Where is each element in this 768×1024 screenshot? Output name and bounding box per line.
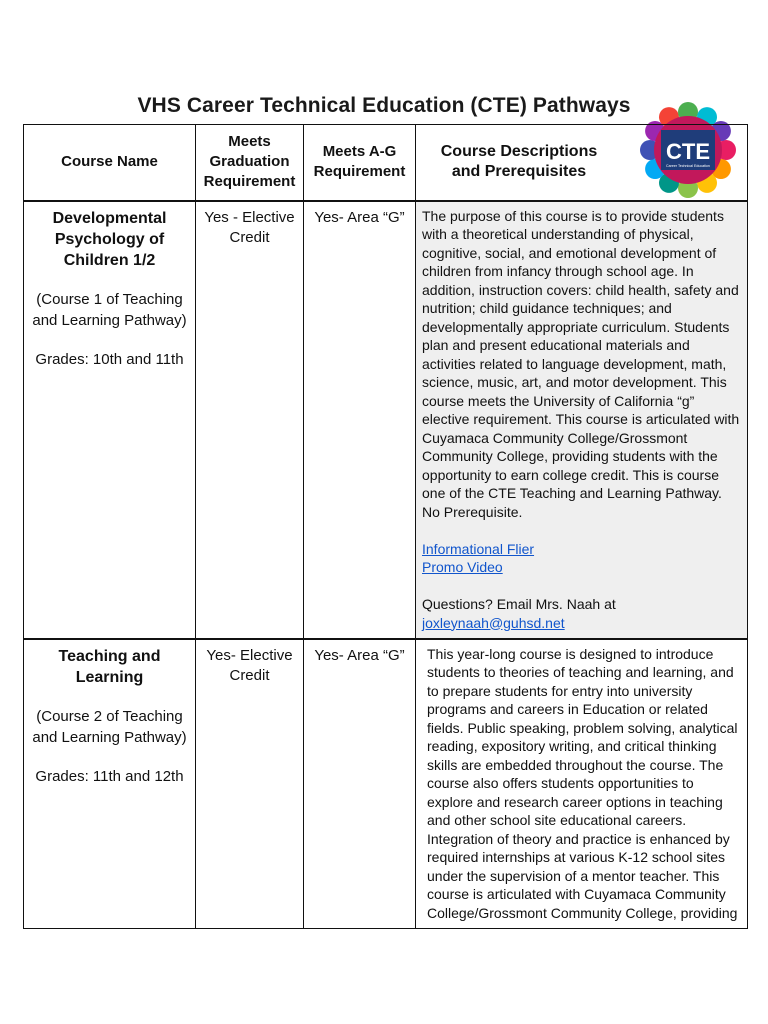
description-cell <box>416 201 748 639</box>
course-name-cell <box>24 201 196 639</box>
description-cell <box>416 639 748 929</box>
pathways-table <box>23 124 748 929</box>
email-link[interactable]: joxleynaah@guhsd.net <box>422 614 565 631</box>
ag-cell: Yes- Area “G” <box>304 639 416 929</box>
course-name: Developmental Psychology of Children 1/2 <box>52 209 167 269</box>
ag-cell: Yes- Area “G” <box>304 201 416 639</box>
graduation-cell: Yes - Elective Credit <box>196 201 304 639</box>
page-title: VHS Career Technical Education (CTE) Pathways <box>137 94 631 117</box>
course-description: The purpose of this course is to provide students with a theoretical understanding of physical, cognitive, social, and emotional development of children from infancy through school age. In addition, instruction covers: child health, safety and nutrition; child guidance techniques; and developmentally appropriate curriculum. Students plan and present educational materials and activities related to language development, math, science, music, art, and motor development. This course meets the University of California “g” elective requirement. This course is articulated with Cuyamaca Community College/Grossmont Community College, providing students with the opportunity to earn college credit. This is course one of the CTE Teaching and Learning Pathway. No Prerequisite. <box>422 207 740 520</box>
course-pathway: (Course 1 of Teaching and Learning Pathway) <box>32 290 187 329</box>
table-header-row <box>24 125 748 201</box>
logo-subtext: Career Technical Education <box>666 164 710 168</box>
column-header-description <box>416 125 748 201</box>
table-row <box>24 201 748 639</box>
course-name: Teaching and Learning <box>58 647 161 686</box>
table-row <box>24 639 748 929</box>
column-header-graduation: Meets Graduation Requirement <box>196 125 304 201</box>
informational-flier-link[interactable]: Informational Flier <box>422 540 535 557</box>
course-grades: Grades: 11th and 12th <box>35 767 184 785</box>
promo-video-link[interactable]: Promo Video <box>422 559 503 575</box>
course-name-cell <box>24 639 196 929</box>
graduation-cell: Yes- Elective Credit <box>196 639 304 929</box>
course-grades: Grades: 10th and 11th <box>35 350 184 368</box>
course-description: This year-long course is designed to introduce students to theories of teaching and learning, and to prepare students for entry into university programs and careers in Education or related fields. Public speaking, problem solving, analytical reading, expository writing, and critical thinking skills are embedded throughout the course. The course also offers students opportunities to explore and research career options in teaching and other school site educational careers. Integration of theory and practice is enhanced by required internships at various K-12 school sites under the supervision of a mentor teacher. This course is articulated with Cuyamaca Community College/Grossmont Community College, providing <box>427 645 738 921</box>
contact-text: Questions? Email Mrs. Naah at <box>422 596 616 612</box>
column-header-ag: Meets A-G Requirement <box>304 125 416 201</box>
column-header-course-name: Course Name <box>24 125 196 201</box>
column-header-description-text: Course Descriptions and Prerequisites <box>440 143 598 181</box>
course-pathway: (Course 2 of Teaching and Learning Pathway) <box>32 707 187 746</box>
logo-text: CTE <box>666 139 710 164</box>
